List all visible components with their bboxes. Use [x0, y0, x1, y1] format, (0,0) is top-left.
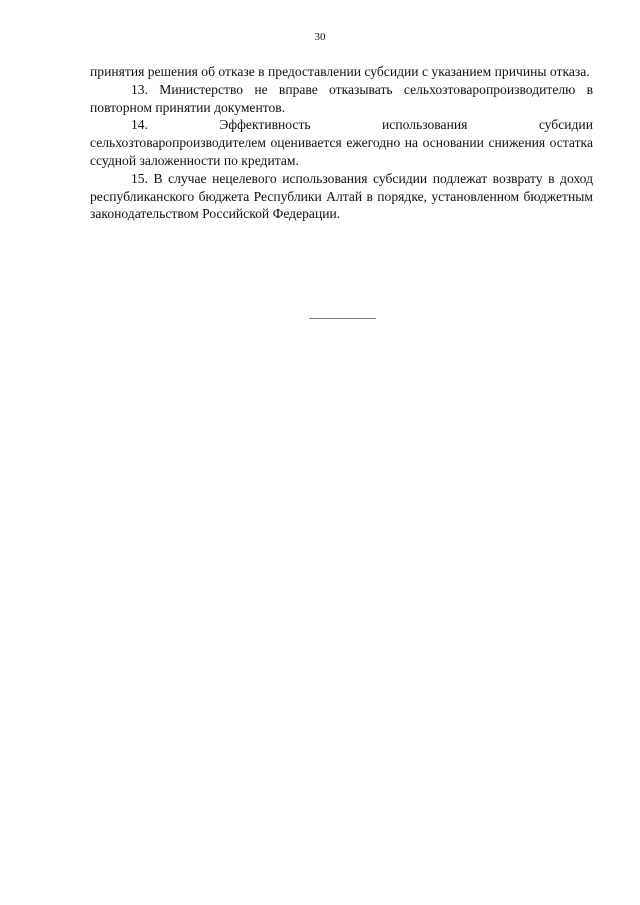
end-divider [309, 318, 376, 319]
paragraph-12-continuation: принятия решения об отказе в предоставлении субсидии с указанием причины отказа. [90, 64, 590, 79]
paragraph-14-number: 14. [131, 117, 148, 133]
paragraph-14-first-line [90, 116, 593, 134]
paragraph-14 [90, 116, 593, 169]
document-body [90, 63, 593, 223]
paragraph-14-word: Эффективность [219, 117, 311, 133]
paragraph-13: 13. Министерство не вправе отказывать сельхозтоваропроизводителю в повторном принятии документов. [90, 81, 593, 115]
paragraph-14-word: использования [382, 117, 468, 133]
paragraph-14-rest: сельхозтоваропроизводителем оценивается ежегодно на основании снижения остатка ссудной заложенности по кредитам. [90, 135, 593, 168]
paragraph-14-word: субсидии [538, 117, 593, 133]
paragraph-15: 15. В случае нецелевого использования субсидии подлежат возврату в доход республиканского бюджета Республики Алтай в порядке, установленном бюджетным законодательством Российской Федерации. [90, 170, 593, 222]
page-number: 30 [314, 31, 326, 43]
